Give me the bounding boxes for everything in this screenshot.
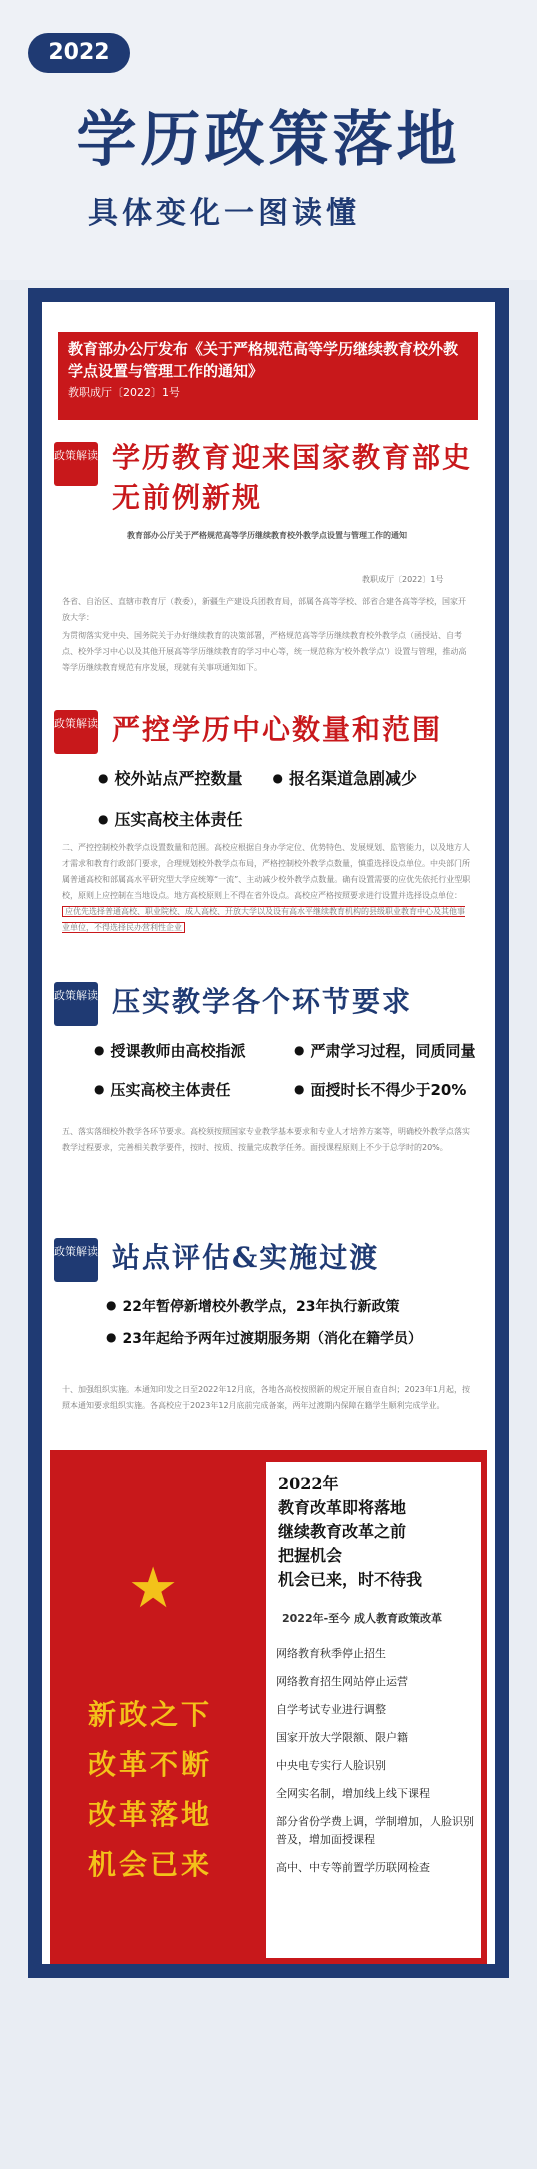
list-item: 网络教育秋季停止招生 [276, 1647, 386, 1660]
section2-bullets [98, 766, 417, 848]
bullet-item: ● 压实高校主体责任 [94, 1079, 264, 1100]
list-item: 国家开放大学限额、限户籍 [276, 1731, 408, 1744]
hero-header [0, 0, 537, 280]
list-item: 中央电专实行人脸识别 [276, 1759, 386, 1772]
section4-title: 站点评估&实施过渡 [112, 1241, 380, 1274]
star-icon: ★ [128, 1556, 179, 1621]
promo-list [276, 1640, 476, 1882]
bullet-item: ● 严肃学习过程，同质同量 [294, 1040, 476, 1061]
section4-bullets [106, 1296, 422, 1360]
promo-headline [278, 1472, 422, 1592]
headline-line: 教育改革即将落地 [278, 1498, 407, 1517]
body-text: 二、严控控制校外教学点设置数量和范围。高校应根据自身办学定位、优势特色、发展规划、监管能力，以及地方人才需求和教育行政部门要求，合理规划校外教学点布局，严格控制校外教学点数量，慎重选择设点单位。中央部门所属普通高校和部属高水平研究型大学应统筹“一流”、主动减少校外教学点数量。确有设置需要的应优先依托行业型职校，原则上应控制在当地设点。地方高校原则上不得在省外设点。高校应严格按照要求进行设置并选择设点单位： [62, 843, 471, 900]
doc-body-3: 五、落实落细校外教学各环节要求。高校须按照国家专业教学基本要求和专业人才培养方案等，明确校外教学点落实教学过程要求，完善相关教学要件，按时、按质、按量完成教学任务。面授课程原则上不少于总学时的20%。 [62, 1127, 470, 1152]
promo-right [266, 1462, 481, 1958]
list-item: 网络教育招生网站停止运营 [276, 1675, 408, 1688]
promo-left [50, 1450, 266, 1964]
doc-code: 教职成厅〔2022〕1号 [362, 575, 444, 584]
promo-panel [50, 1450, 487, 1964]
slogan-line: 机会已来 [88, 1848, 213, 1881]
doc-body-4: 十、加强组织实施。本通知印发之日至2022年12月底，各地各高校按照新的规定开展自查自纠；2023年1月起，按照本通知要求组织实施。各高校应于2023年12月底前完成备案，两年过渡期内保障在籍学生顺利完成学业。 [62, 1385, 470, 1410]
promo-list-title: 2022年-至今 成人教育政策改革 [282, 1612, 443, 1625]
hero-subtitle: 具体变化一图读懂 [88, 196, 360, 231]
document-frame [28, 288, 509, 1978]
doc-body-1: 为贯彻落实党中央、国务院关于办好继续教育的决策部署，严格规范高等学历继续教育校外教学点（函授站、自考点、校外学习中心以及其他开展高等学历继续教育的学习中心等，统一规范称为'校外教学点'）设置与管理，推动高等学历继续教育规范有序发展，现就有关事项通知如下。 [62, 631, 467, 672]
notice-title: 教育部办公厅发布《关于严格规范高等学历继续教育校外教学点设置与管理工作的通知》 [68, 340, 459, 380]
slogan-line: 改革不断 [88, 1748, 213, 1781]
bullet-item: ● 报名渠道急剧减少 [273, 766, 418, 789]
doc-recipients: 各省、自治区、直辖市教育厅（教委），新疆生产建设兵团教育局，部属各高等学校、部省合建各高等学校，国家开放大学： [62, 597, 466, 622]
bullet-item: ● 面授时长不得少于20% [294, 1079, 466, 1100]
hero-title: 学历政策落地 [76, 105, 461, 175]
section3-bullets [94, 1040, 476, 1118]
bullet-item: ● 23年起给予两年过渡期服务期（消化在籍学员） [106, 1331, 422, 1347]
notice-code: 教职成厅〔2022〕1号 [68, 386, 180, 399]
slogan-line: 新政之下 [88, 1698, 213, 1731]
section1-title: 学历教育迎来国家教育部史无前例新规 [112, 441, 473, 514]
highlighted-clause: 应优先选择普通高校、职业院校、成人高校、开放大学以及设有高水平继续教育机构的县级职业教育中心及其他事业单位，不得选择民办营利性企业 [62, 907, 465, 932]
list-item: 自学考试专业进行调整 [276, 1703, 386, 1716]
headline-line: 把握机会 [278, 1546, 343, 1565]
year-badge: 2022 [28, 33, 130, 73]
policy-tag-2: 政策解读 [54, 710, 98, 754]
bullet-item: ● 授课教师由高校指派 [94, 1040, 264, 1061]
promo-slogans [88, 1690, 212, 1890]
headline-line: 2022年 [278, 1474, 339, 1493]
section3-title: 压实教学各个环节要求 [112, 985, 413, 1018]
bullet-item: ● 校外站点严控数量 [98, 766, 243, 789]
doc-body-2 [62, 840, 472, 936]
policy-tag-4: 政策解读 [54, 1238, 98, 1282]
slogan-line: 改革落地 [88, 1798, 213, 1831]
policy-tag-3: 政策解读 [54, 982, 98, 1026]
doc-heading: 教育部办公厅关于严格规范高等学历继续教育校外教学点设置与管理工作的通知 [127, 531, 407, 540]
bullet-item: ● 22年暂停新增校外教学点，23年执行新政策 [106, 1299, 399, 1315]
policy-tag-1: 政策解读 [54, 442, 98, 486]
notice-banner [58, 332, 478, 420]
bullet-item: ● 压实高校主体责任 [98, 807, 243, 830]
section2-title: 严控学历中心数量和范围 [112, 713, 443, 746]
list-item: 高中、中专等前置学历联网检查 [276, 1861, 430, 1874]
headline-line: 机会已来，时不待我 [278, 1570, 423, 1589]
headline-line: 继续教育改革之前 [278, 1522, 407, 1541]
list-item: 全网实名制，增加线上线下课程 [276, 1787, 430, 1800]
document-paper [42, 302, 495, 1964]
list-item: 部分省份学费上调，学制增加，人脸识别普及，增加面授课程 [276, 1815, 474, 1846]
